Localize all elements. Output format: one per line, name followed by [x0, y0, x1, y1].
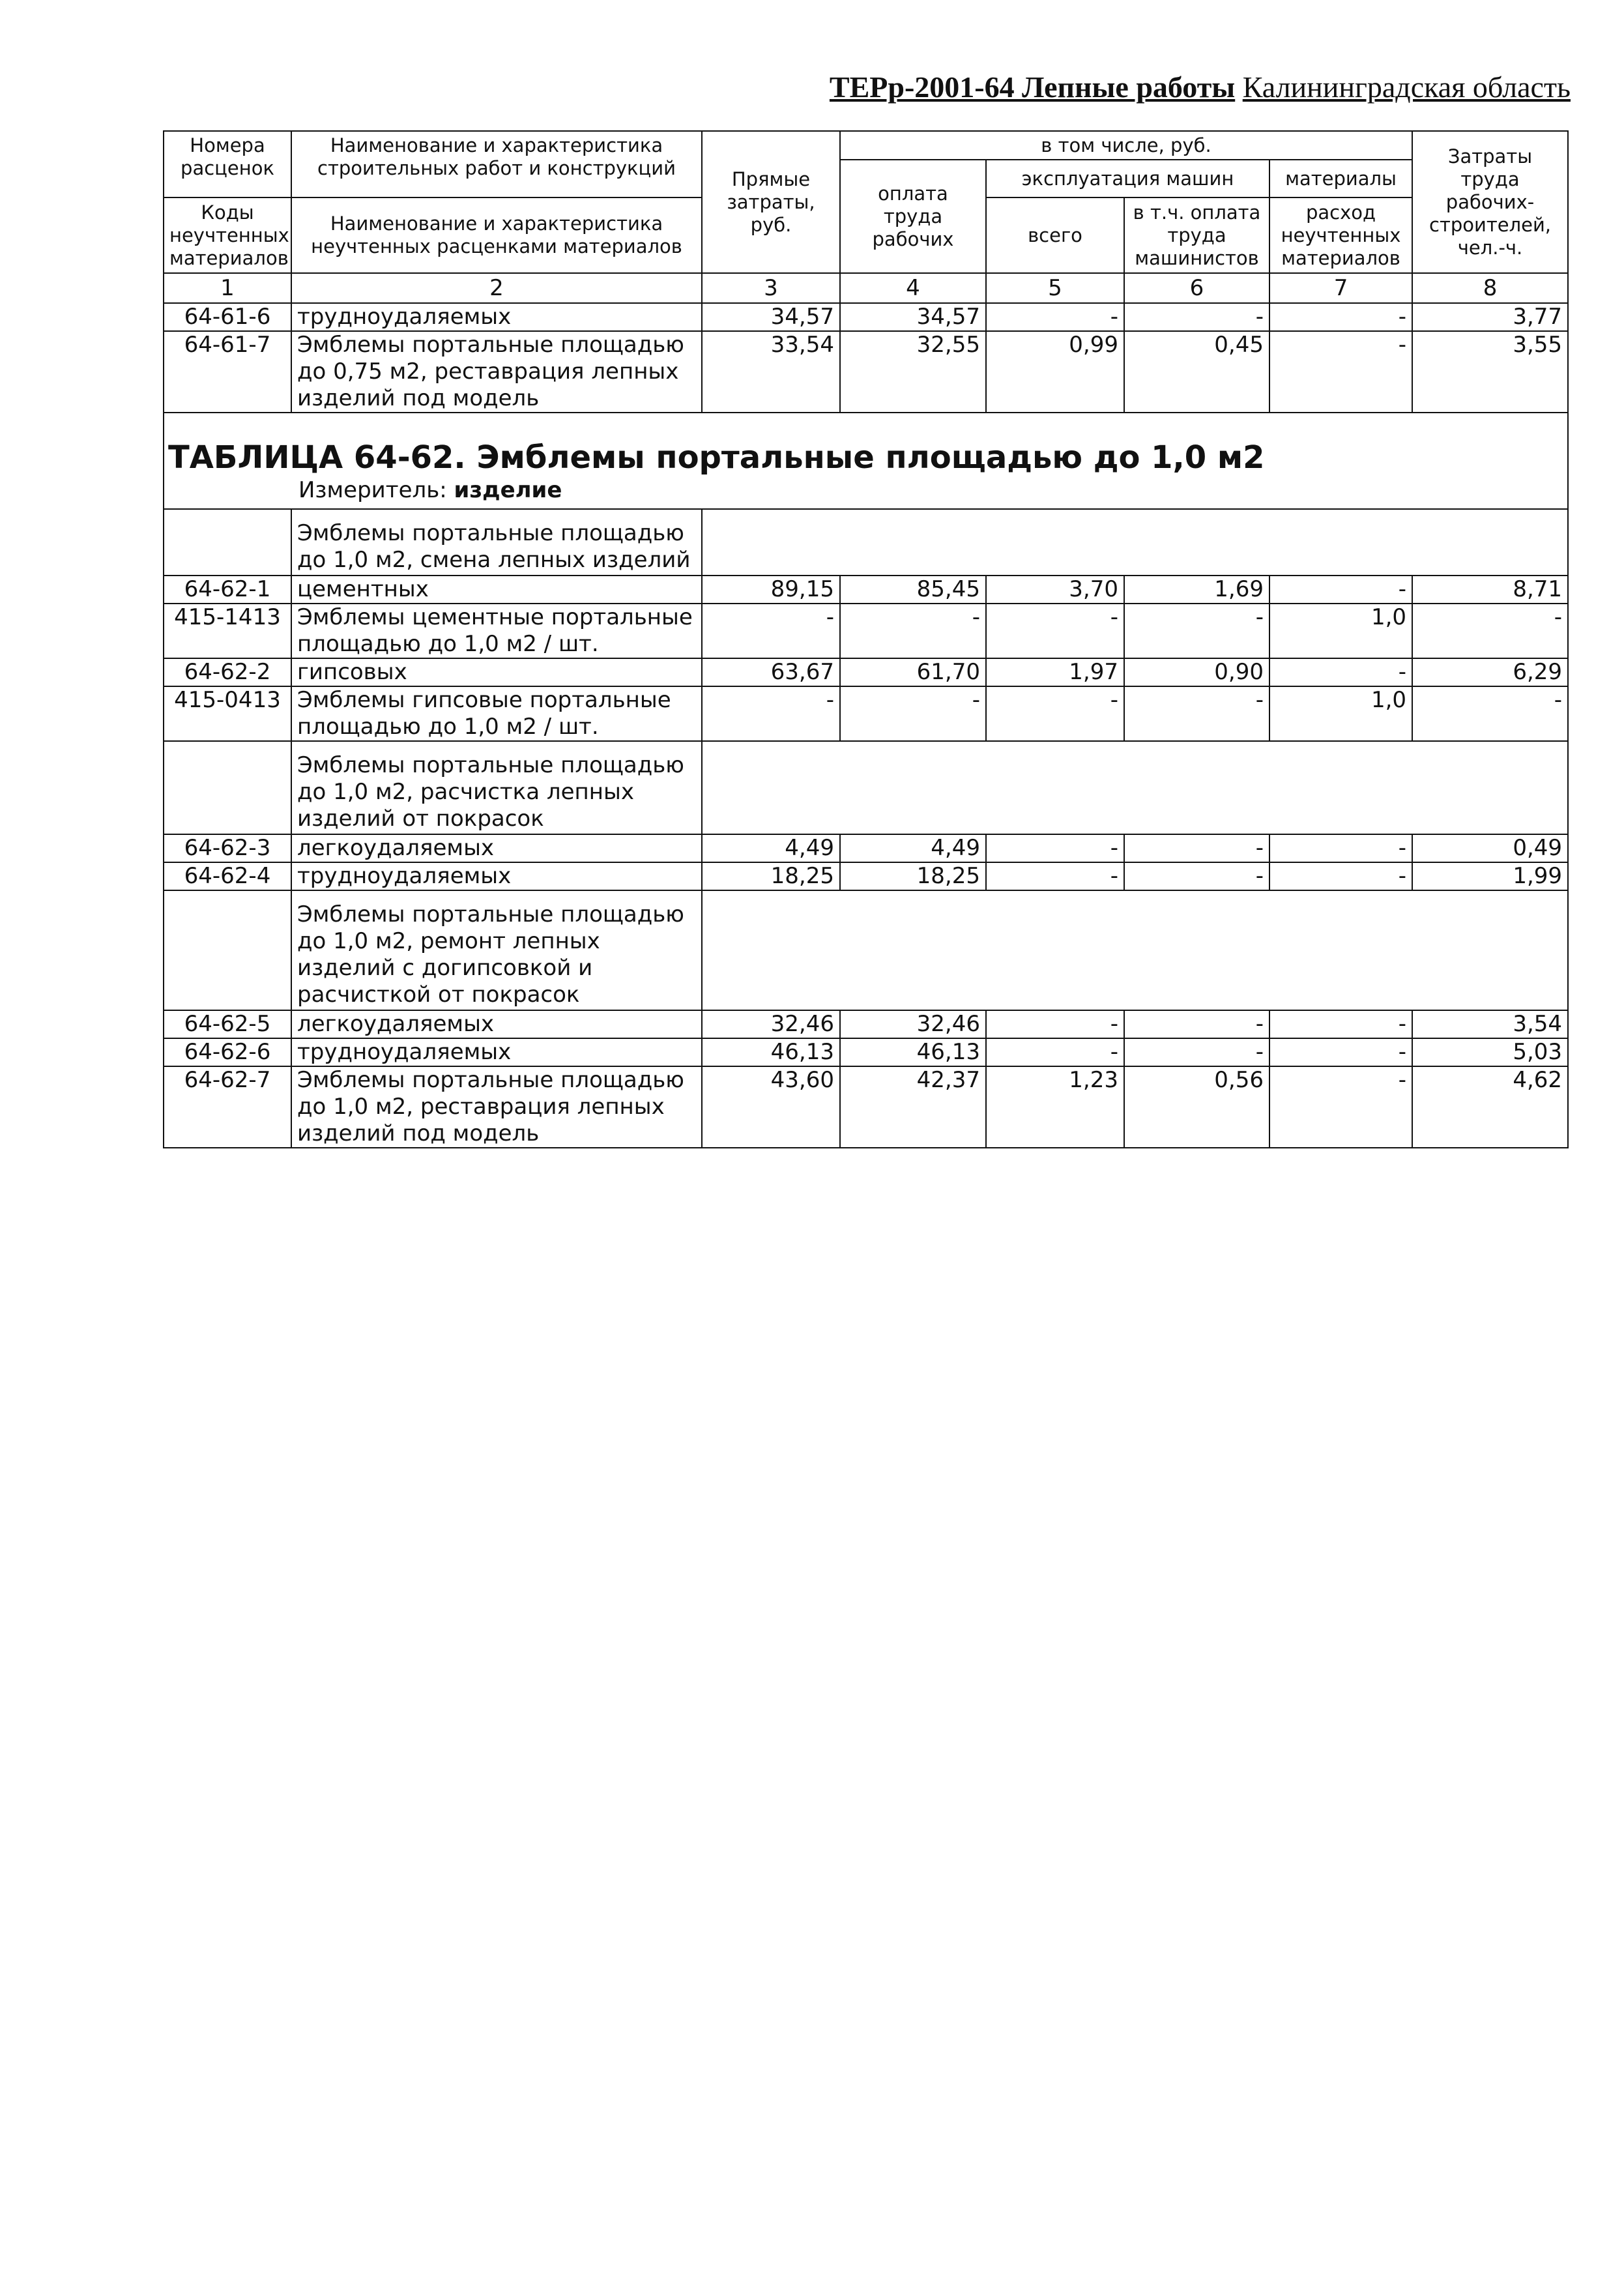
col-direct-costs: Прямые затраты, руб. — [702, 131, 840, 273]
rate-name: гипсовых — [291, 658, 702, 686]
table-row — [164, 576, 1568, 604]
rate-name: цементных — [291, 576, 702, 604]
materials-value: - — [1269, 1066, 1412, 1148]
rate-code: 64-61-7 — [164, 331, 291, 413]
labor-value: 0,49 — [1412, 834, 1568, 862]
group-heading-row — [164, 741, 1568, 834]
labor-value: 3,55 — [1412, 331, 1568, 413]
labor-value: 5,03 — [1412, 1038, 1568, 1066]
group-heading: Эмблемы портальные площадью до 1,0 м2, расчистка лепных изделий от покрасок — [291, 741, 702, 834]
unit-label: Измеритель: — [298, 477, 447, 503]
machines-total-value: - — [986, 303, 1124, 331]
col-rate-numbers: Номера расценок — [164, 131, 291, 197]
rate-code: 64-61-6 — [164, 303, 291, 331]
machinists-wages-value: 0,45 — [1124, 331, 1269, 413]
direct-costs-value: 34,57 — [702, 303, 840, 331]
table-title-row — [164, 413, 1568, 509]
labor-value: 1,99 — [1412, 862, 1568, 890]
wages-value: 32,46 — [840, 1010, 986, 1038]
direct-costs-value: 89,15 — [702, 576, 840, 604]
col-machinists-wages: в т.ч. оплата труда машинистов — [1124, 197, 1269, 273]
labor-value: 4,62 — [1412, 1066, 1568, 1148]
direct-costs-value: 63,67 — [702, 658, 840, 686]
col-number: 2 — [291, 273, 702, 303]
rate-code: 415-1413 — [164, 604, 291, 658]
col-labor — [1412, 131, 1568, 273]
materials-value: - — [1269, 331, 1412, 413]
col-machines: эксплуатация машин — [986, 160, 1269, 197]
table-row — [164, 1066, 1568, 1148]
machines-total-value: - — [986, 604, 1124, 658]
rate-name: трудноудаляемых — [291, 862, 702, 890]
col-number: 3 — [702, 273, 840, 303]
wages-value: - — [840, 604, 986, 658]
materials-value: - — [1269, 576, 1412, 604]
table-title: ТАБЛИЦА 64-62. Эмблемы портальные площадью до 1,0 м2 — [168, 439, 1265, 476]
col-number: 6 — [1124, 273, 1269, 303]
group-blank-cell — [164, 890, 291, 1010]
wages-value: 85,45 — [840, 576, 986, 604]
wages-value: 61,70 — [840, 658, 986, 686]
col-labor-unit: чел.-ч. — [1457, 236, 1523, 259]
materials-value: - — [1269, 834, 1412, 862]
wages-value: 4,49 — [840, 834, 986, 862]
column-numbers-row — [164, 273, 1568, 303]
group-blank-rest — [702, 509, 1568, 576]
table-head — [164, 131, 1568, 273]
wages-value: 18,25 — [840, 862, 986, 890]
labor-value: 6,29 — [1412, 658, 1568, 686]
unit-value: изделие — [454, 477, 562, 503]
col-material-codes: Коды неучтенных материалов — [164, 197, 291, 273]
materials-value: - — [1269, 1010, 1412, 1038]
table-row — [164, 303, 1568, 331]
labor-value: 3,77 — [1412, 303, 1568, 331]
col-name-materials: Наименование и характеристика неучтенных расценками материалов — [291, 197, 702, 273]
machines-total-value: - — [986, 862, 1124, 890]
rate-name: трудноудаляемых — [291, 1038, 702, 1066]
machines-total-value: - — [986, 1010, 1124, 1038]
materials-value: - — [1269, 862, 1412, 890]
wages-value: 46,13 — [840, 1038, 986, 1066]
labor-value: 3,54 — [1412, 1010, 1568, 1038]
machinists-wages-value: - — [1124, 604, 1269, 658]
col-materials-consumption: расход неучтенных материалов — [1269, 197, 1412, 273]
document-header — [830, 68, 1571, 107]
rate-name: легкоудаляемых — [291, 834, 702, 862]
direct-costs-value: 32,46 — [702, 1010, 840, 1038]
col-wages: оплата труда рабочих — [840, 160, 986, 273]
group-heading-row — [164, 890, 1568, 1010]
col-number: 8 — [1412, 273, 1568, 303]
materials-value: - — [1269, 658, 1412, 686]
table-row — [164, 331, 1568, 413]
machines-total-value: 3,70 — [986, 576, 1124, 604]
col-number: 7 — [1269, 273, 1412, 303]
table-body — [164, 273, 1568, 1148]
group-heading: Эмблемы портальные площадью до 1,0 м2, ремонт лепных изделий с догипсовкой и расчисткой от покрасок — [291, 890, 702, 1010]
direct-costs-value: 18,25 — [702, 862, 840, 890]
table-row — [164, 1010, 1568, 1038]
col-including: в том числе, руб. — [840, 131, 1412, 160]
col-name-works: Наименование и характеристика строительных работ и конструкций — [291, 131, 702, 197]
wages-value: 42,37 — [840, 1066, 986, 1148]
machinists-wages-value: - — [1124, 1010, 1269, 1038]
table-row — [164, 686, 1568, 741]
rate-code: 64-62-4 — [164, 862, 291, 890]
rate-name: легкоудаляемых — [291, 1010, 702, 1038]
machinists-wages-value: - — [1124, 834, 1269, 862]
wages-value: 32,55 — [840, 331, 986, 413]
materials-value: - — [1269, 303, 1412, 331]
table-row — [164, 834, 1568, 862]
group-blank-cell — [164, 509, 291, 576]
machines-total-value: - — [986, 686, 1124, 741]
rate-name: Эмблемы портальные площадью до 1,0 м2, реставрация лепных изделий под модель — [291, 1066, 702, 1148]
direct-costs-value: 33,54 — [702, 331, 840, 413]
machines-total-value: - — [986, 834, 1124, 862]
machines-total-value: - — [986, 1038, 1124, 1066]
machinists-wages-value: 0,56 — [1124, 1066, 1269, 1148]
materials-value: 1,0 — [1269, 604, 1412, 658]
direct-costs-value: 46,13 — [702, 1038, 840, 1066]
machines-total-value: 1,97 — [986, 658, 1124, 686]
col-labor-title: Затраты труда рабочих-строителей, — [1429, 145, 1552, 236]
rate-name: Эмблемы цементные портальные площадью до 1,0 м2 / шт. — [291, 604, 702, 658]
machines-total-value: 1,23 — [986, 1066, 1124, 1148]
direct-costs-value: - — [702, 686, 840, 741]
header-title: ТЕРр-2001-64 Лепные работы — [829, 70, 1236, 104]
rate-name: трудноудаляемых — [291, 303, 702, 331]
machinists-wages-value: 0,90 — [1124, 658, 1269, 686]
group-blank-cell — [164, 741, 291, 834]
group-blank-rest — [702, 890, 1568, 1010]
rate-code: 64-62-2 — [164, 658, 291, 686]
rate-code: 64-62-5 — [164, 1010, 291, 1038]
wages-value: - — [840, 686, 986, 741]
table-row — [164, 658, 1568, 686]
materials-value: - — [1269, 1038, 1412, 1066]
machinists-wages-value: 1,69 — [1124, 576, 1269, 604]
rates-table — [163, 130, 1569, 1148]
col-materials: материалы — [1269, 160, 1412, 197]
rate-code: 64-62-7 — [164, 1066, 291, 1148]
labor-value: 8,71 — [1412, 576, 1568, 604]
table-row — [164, 604, 1568, 658]
header-region: Калининградская область — [1242, 70, 1571, 104]
group-heading-row — [164, 509, 1568, 576]
col-number: 5 — [986, 273, 1124, 303]
table-row — [164, 1038, 1568, 1066]
col-number: 4 — [840, 273, 986, 303]
labor-value: - — [1412, 686, 1568, 741]
wages-value: 34,57 — [840, 303, 986, 331]
direct-costs-value: 4,49 — [702, 834, 840, 862]
direct-costs-value: 43,60 — [702, 1066, 840, 1148]
rate-code: 415-0413 — [164, 686, 291, 741]
direct-costs-value: - — [702, 604, 840, 658]
machinists-wages-value: - — [1124, 862, 1269, 890]
labor-value: - — [1412, 604, 1568, 658]
rate-code: 64-62-3 — [164, 834, 291, 862]
group-heading: Эмблемы портальные площадью до 1,0 м2, смена лепных изделий — [291, 509, 702, 576]
table-row — [164, 862, 1568, 890]
table-title-cell — [164, 413, 1568, 509]
unit-line — [168, 476, 1563, 504]
machinists-wages-value: - — [1124, 686, 1269, 741]
machines-total-value: 0,99 — [986, 331, 1124, 413]
rate-name: Эмблемы гипсовые портальные площадью до 1,0 м2 / шт. — [291, 686, 702, 741]
group-blank-rest — [702, 741, 1568, 834]
col-machines-total: всего — [986, 197, 1124, 273]
rate-name: Эмблемы портальные площадью до 0,75 м2, реставрация лепных изделий под модель — [291, 331, 702, 413]
materials-value: 1,0 — [1269, 686, 1412, 741]
machinists-wages-value: - — [1124, 303, 1269, 331]
col-number: 1 — [164, 273, 291, 303]
rate-code: 64-62-6 — [164, 1038, 291, 1066]
rate-code: 64-62-1 — [164, 576, 291, 604]
machinists-wages-value: - — [1124, 1038, 1269, 1066]
